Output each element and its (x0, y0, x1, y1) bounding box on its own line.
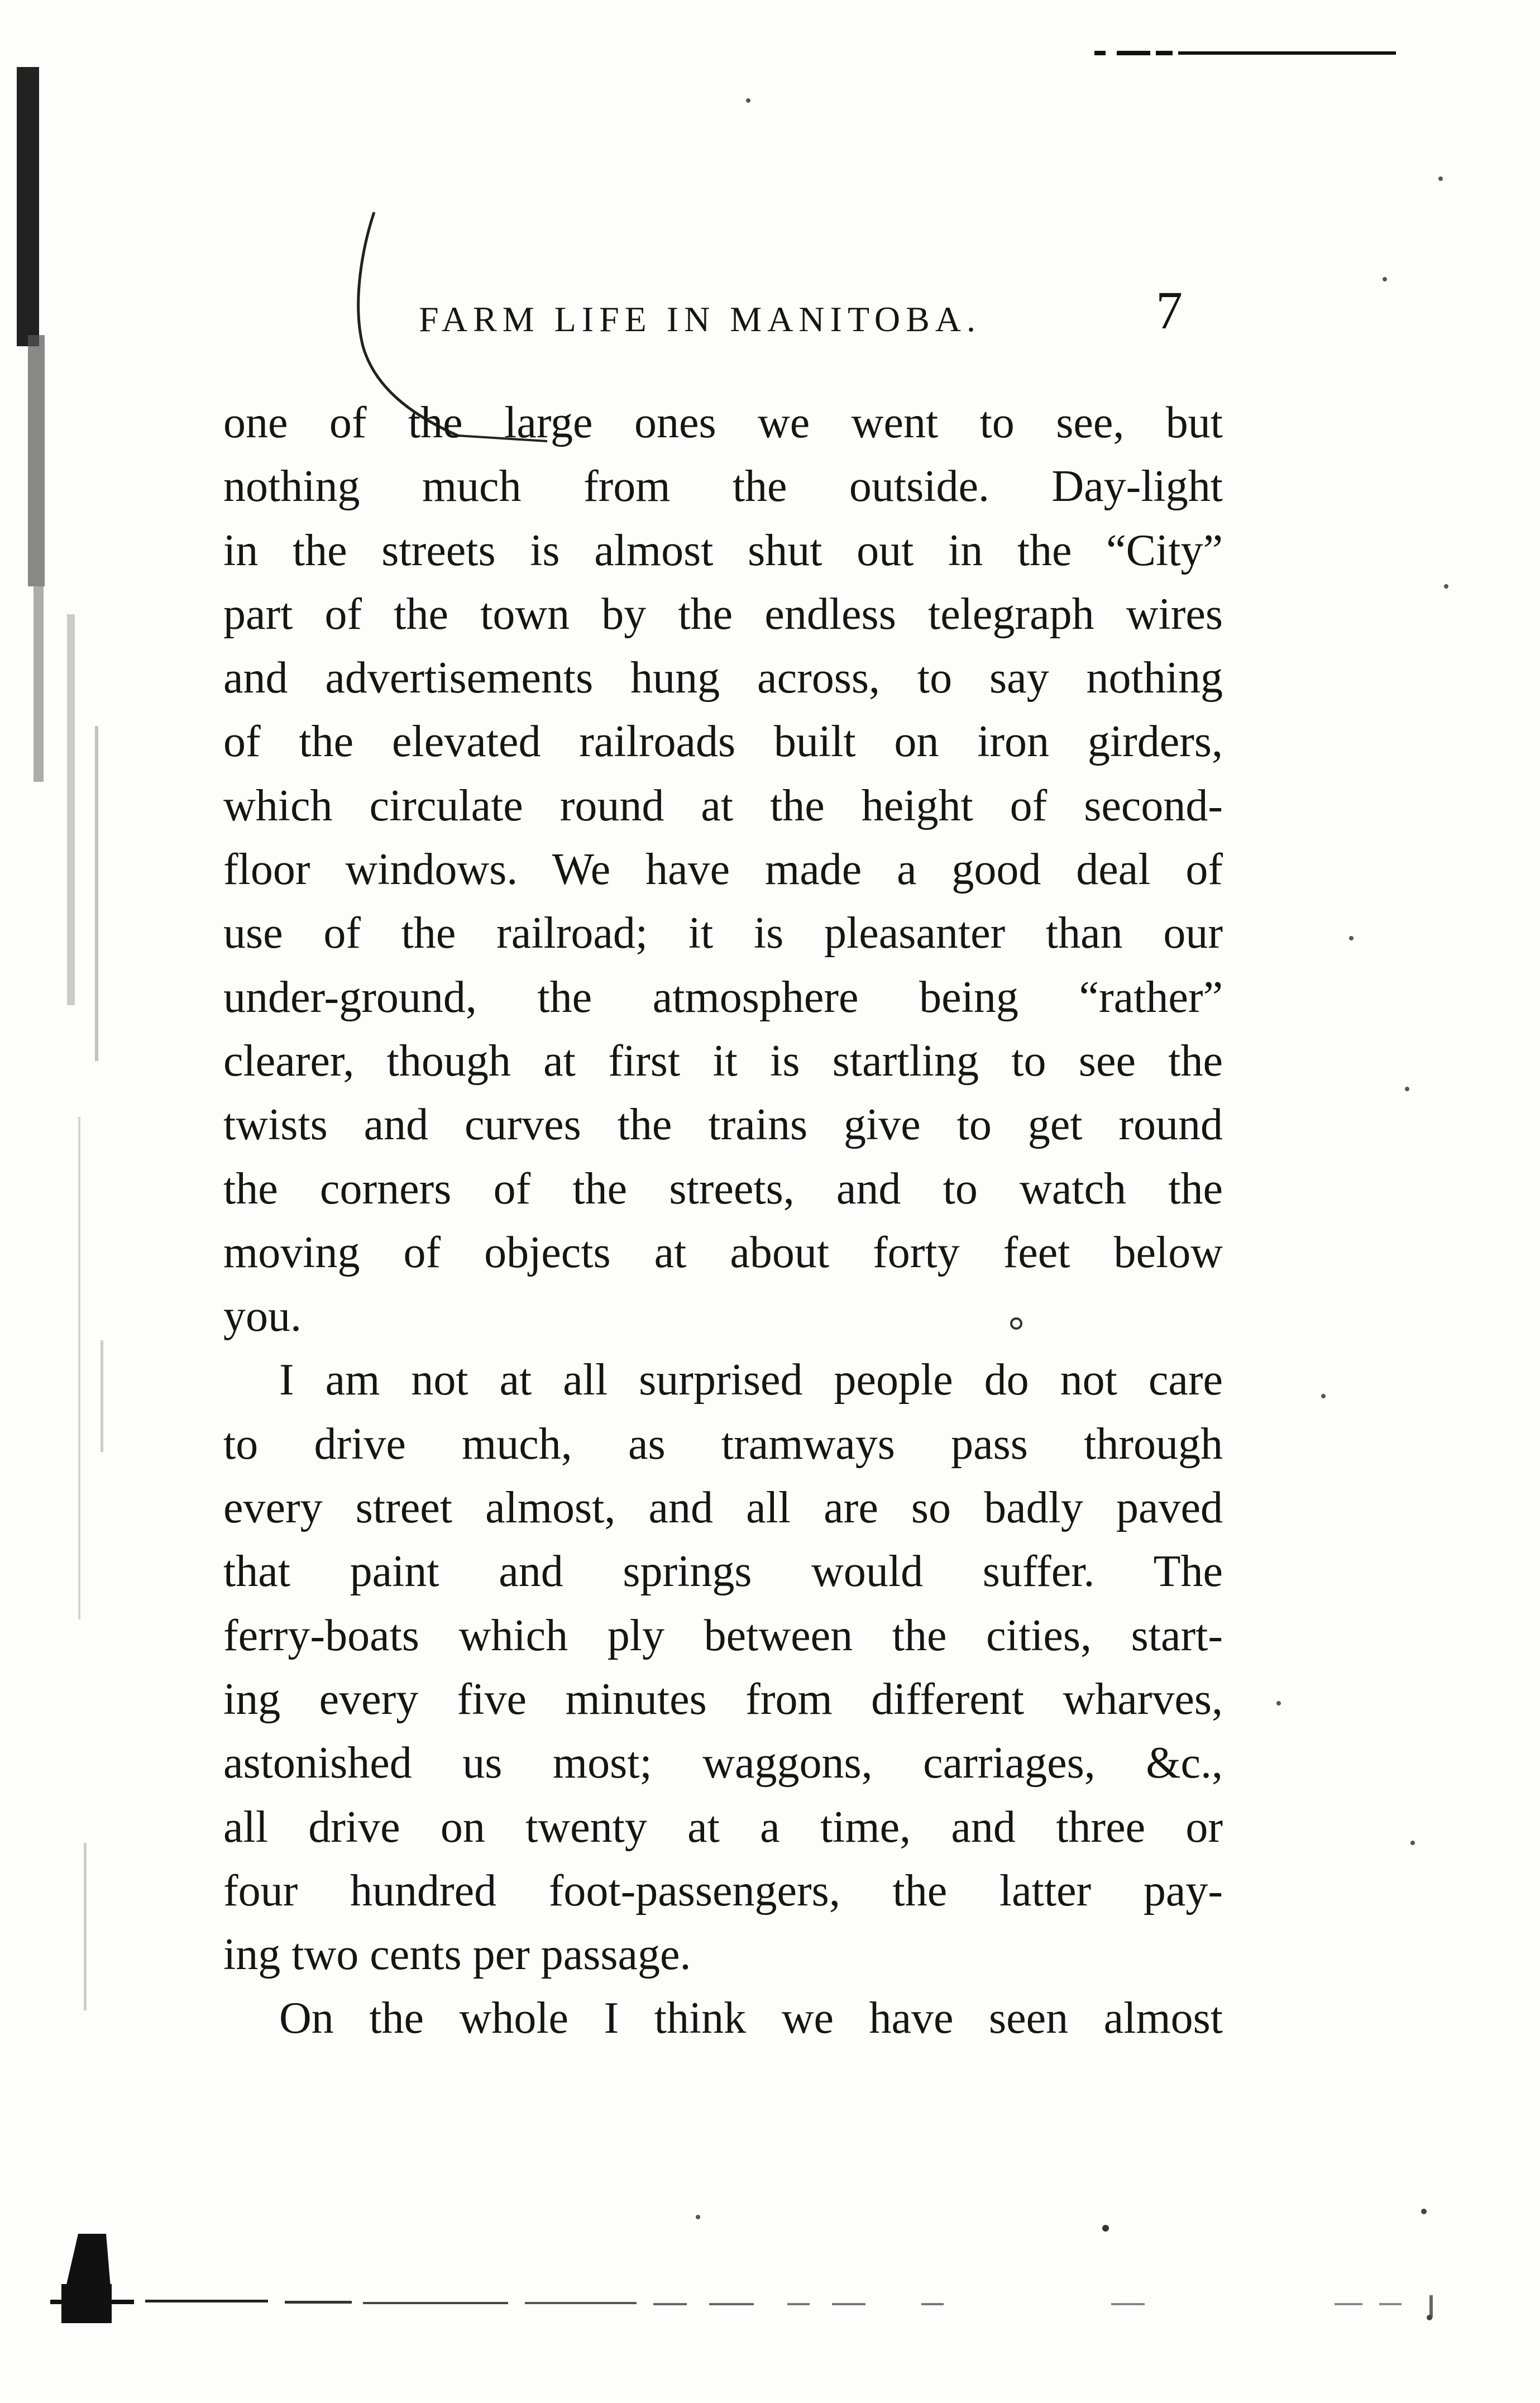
text-line: I am not at all surprised people do not care (279, 1355, 1223, 1405)
text-line: twists and curves the trains give to get round (223, 1100, 1223, 1150)
text-line: use of the railroad; it is pleasanter than our (223, 909, 1223, 958)
text-line: and advertisements hung across, to say nothing (223, 653, 1223, 703)
text-line: ing two cents per passage. (223, 1930, 691, 1980)
text-line: floor windows. We have made a good deal of (223, 845, 1223, 895)
body-text (223, 391, 1223, 2051)
text-line: one of the large ones we went to see, but (223, 398, 1223, 447)
bottom-rule-line (50, 2278, 1536, 2345)
text-line: moving of objects at about forty feet below (223, 1227, 1223, 1277)
paragraph-2 (223, 1348, 1223, 1986)
text-line: four hundred foot-passengers, the latter pay- (223, 1866, 1223, 1915)
paragraph-1 (223, 391, 1223, 1348)
text-line: astonished us most; waggons, carriages, &c., (223, 1738, 1223, 1788)
text-line: that paint and springs would suffer. The (223, 1547, 1223, 1597)
text-line: ing every five minutes from different wharves, (223, 1674, 1223, 1724)
text-line: in the streets is almost shut out in the “City” (223, 525, 1223, 575)
text-line: which circulate round at the height of second- (223, 781, 1223, 830)
text-line: clearer, though at first it is startling to see the (223, 1036, 1223, 1086)
text-line: ferry-boats which ply between the cities, start- (223, 1611, 1223, 1660)
text-line: of the elevated railroads built on iron girders, (223, 717, 1223, 767)
text-line: the corners of the streets, and to watch the (223, 1164, 1223, 1214)
text-line: you. (223, 1292, 302, 1341)
top-rule-line (1094, 49, 1396, 57)
text-line: every street almost, and all are so badly paved (223, 1483, 1223, 1533)
paragraph-3 (223, 1986, 1223, 2050)
text-line: nothing much from the outside. Day-light (223, 462, 1223, 512)
binding-edge-shadow (0, 0, 128, 2403)
text-line: under-ground, the atmosphere being “rather” (223, 972, 1223, 1022)
page-number: 7 (1156, 280, 1183, 340)
text-line: part of the town by the endless telegraph wires (223, 589, 1223, 639)
text-line: to drive much, as tramways pass through (223, 1419, 1223, 1469)
text-line: all drive on twenty at a time, and three or (223, 1802, 1223, 1852)
running-title: FARM LIFE IN MANITOBA. (419, 299, 981, 339)
text-line: On the whole I think we have seen almost (279, 1994, 1223, 2043)
